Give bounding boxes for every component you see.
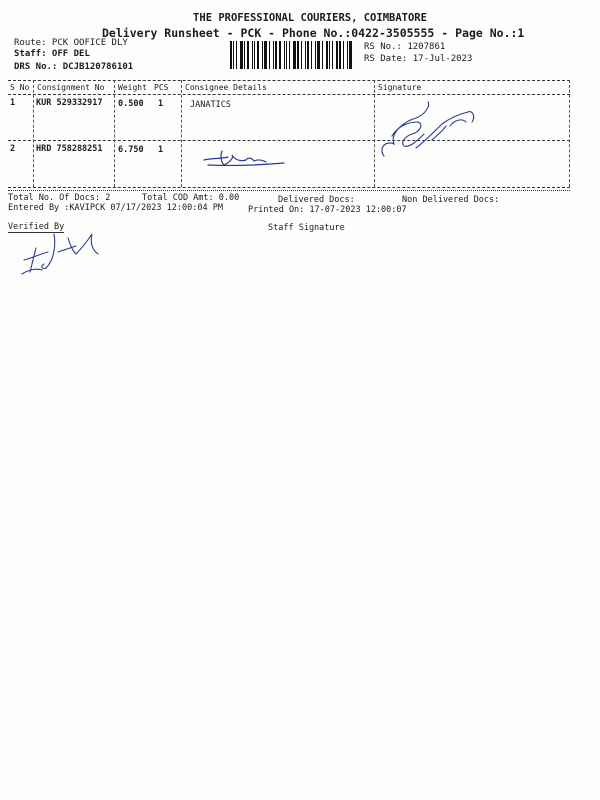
table-top-rule (8, 80, 570, 81)
printed-on: Printed On: 17-07-2023 12:00:07 (248, 205, 407, 215)
signature-scribble (372, 96, 492, 168)
route-label: Route: PCK OOFICE DLY (14, 38, 128, 48)
col-header-weight: Weight (118, 83, 147, 92)
col-header-consignment: Consignment No (37, 83, 105, 92)
row-pcs: 1 (158, 145, 164, 155)
verified-signature-scribble (18, 224, 108, 280)
row2-consignee-scribble (200, 148, 290, 170)
entered-by: Entered By :KAVIPCK 07/17/2023 12:00:04 PM (8, 203, 223, 213)
row-sno: 2 (10, 144, 16, 154)
row-consignment: HRD 758288251 (36, 144, 103, 154)
row-weight: 0.500 (118, 99, 144, 109)
rs-number: RS No.: 1207861 (364, 42, 446, 52)
total-docs: Total No. Of Docs: 2 (8, 193, 111, 203)
col-header-consignee: Consignee Details (185, 83, 267, 92)
table-header-rule (8, 94, 570, 95)
company-name: THE PROFESSIONAL COURIERS, COIMBATORE (193, 12, 427, 24)
staff-signature: Staff Signature (268, 223, 345, 233)
non-delivered-docs: Non Delivered Docs: (402, 195, 500, 205)
col-divider (181, 80, 182, 187)
drs-number: DRS No.: DCJB120786101 (14, 62, 134, 72)
rs-date: RS Date: 17-Jul-2023 (364, 54, 473, 64)
row-pcs: 1 (158, 99, 164, 109)
delivered-docs: Delivered Docs: (278, 195, 355, 205)
col-header-pcs: PCS (154, 83, 169, 92)
col-divider (33, 80, 34, 187)
barcode (230, 41, 354, 69)
col-header-signature: Signature (378, 83, 422, 92)
col-header-sno: S No (10, 83, 30, 92)
staff-label: Staff: OFF DEL (14, 49, 90, 59)
row-weight: 6.750 (118, 145, 144, 155)
table-bottom-rule (8, 187, 570, 188)
total-cod: Total COD Amt: 0.00 (142, 193, 240, 203)
row-sno: 1 (10, 98, 16, 108)
runsheet-title: Delivery Runsheet - PCK - Phone No.:0422-3505555 - Page No.:1 (102, 26, 525, 40)
col-divider (569, 80, 570, 187)
verified-by: Verified By (8, 222, 65, 232)
footer-rule (8, 190, 570, 191)
row-consignee: JANATICS (190, 100, 231, 110)
row-consignment: KUR 529332917 (36, 98, 103, 108)
col-divider (114, 80, 115, 187)
